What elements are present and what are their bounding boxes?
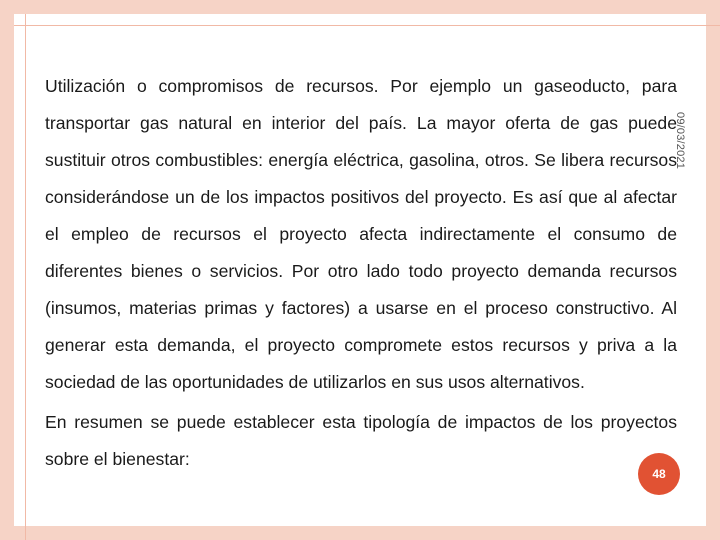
slide-body bbox=[45, 68, 677, 478]
body-paragraph: Utilización o compromisos de recursos. Por ejemplo un gaseoducto, para transportar gas natural en interior del país. La mayor oferta de gas puede sustituir otros combustibles: energía eléctrica, gasolina, otros. Se libera recursos considerándose un de los impactos positivos del proyecto. Es así que al afectar el empleo de recursos el proyecto afecta indirectamente el consumo de diferentes bienes o servicios. Por otro lado todo proyecto demanda recursos (insumos, materias primas y factores) a usarse en el proceso constructivo. Al generar esta demanda, el proyecto compromete estos recursos y priva a la sociedad de las oportunidades de utilizarlos en sus usos alternativos. bbox=[45, 76, 677, 392]
frame-line-horizontal bbox=[14, 25, 720, 26]
summary-paragraph: En resumen se puede establecer esta tipología de impactos de los proyectos sobre el bienestar: bbox=[45, 412, 677, 469]
page-number-badge: 48 bbox=[638, 453, 680, 495]
frame-line-vertical bbox=[25, 14, 26, 540]
slide-date: 09/03/2021 bbox=[674, 112, 686, 170]
